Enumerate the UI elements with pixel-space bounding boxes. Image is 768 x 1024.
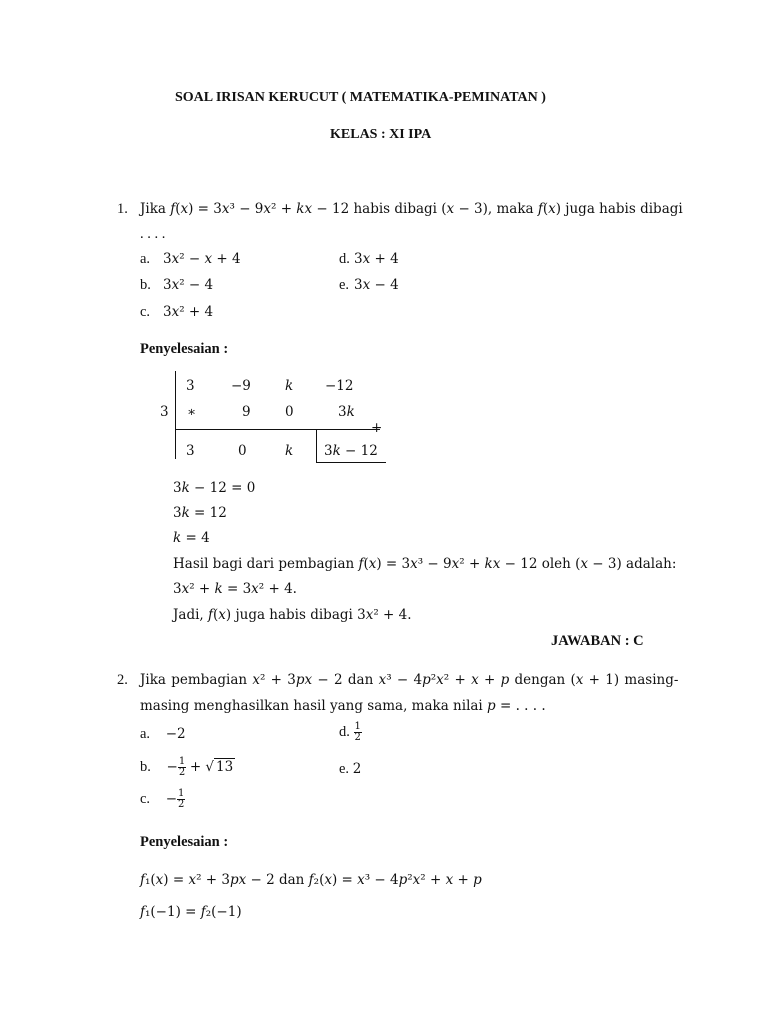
q1-step-3: 𝑘 = 4 — [173, 530, 210, 546]
q1-step-1: 3𝑘 − 12 = 0 — [173, 480, 256, 496]
q2-question-line1: Jika pembagian 𝑥² + 3𝑝𝑥 − 2 dan 𝑥³ − 4𝑝²𝑥² + 𝑥 + 𝑝 dengan (𝑥 + 1) masing- — [140, 672, 679, 688]
q1-option-a-label: a. — [140, 251, 151, 267]
q2-option-a — [140, 726, 186, 743]
horner-r1-c4: −12 — [325, 378, 354, 394]
q1-step-4: Hasil bagi dari pembagian 𝑓(𝑥) = 3𝑥³ − 9𝑥² + 𝑘𝑥 − 12 oleh (𝑥 − 3) adalah: — [173, 556, 677, 572]
horner-r2-c1: ∗ — [187, 404, 197, 420]
q1-option-c-label: c. — [140, 304, 151, 320]
q1-option-d-text: 3𝑥 + 4 — [354, 251, 399, 267]
q1-question-line2: . . . . — [140, 226, 166, 242]
q2-option-c: c. − $\frac{1}{2}$ — [140, 788, 185, 810]
q2-option-c-label: c. — [140, 790, 151, 807]
class-label: KELAS : XI IPA — [330, 127, 432, 142]
horner-r2-c3: 0 — [285, 404, 294, 420]
horner-divisor: 3 — [160, 404, 169, 420]
q2-option-d — [339, 722, 362, 743]
horner-r3-c3: 𝑘 — [285, 443, 294, 459]
horner-remainder-underline — [316, 462, 386, 463]
q2-option-e-text: 2 — [352, 761, 362, 777]
q2-step-1: 𝑓₁(𝑥) = 𝑥² + 3𝑝𝑥 − 2 dan 𝑓₂(𝑥) = 𝑥³ − 4𝑝²𝑥² + 𝑥 + 𝑝 — [140, 872, 482, 888]
q1-option-d-label: d. — [339, 251, 350, 267]
q1-number: 1. — [117, 201, 128, 217]
horner-r2-c2: 9 — [242, 404, 251, 420]
q2-option-d-fraction: $\frac{1}{2}$ — [354, 721, 361, 743]
horner-horizontal-line — [175, 429, 380, 430]
q2-question-line2: masing menghasilkan hasil yang sama, maka nilai 𝑝 = . . . . — [140, 698, 546, 714]
q2-option-b: b. − $\frac{1}{2}$ + √ 13 — [140, 756, 234, 778]
horner-r1-c2: −9 — [231, 378, 251, 394]
horner-r3-c4: 3𝑘 − 12 — [324, 443, 378, 459]
q2-step-2: 𝑓₁(−1) = 𝑓₂(−1) — [140, 904, 242, 920]
q1-solution-heading: Penyelesaian : — [140, 341, 229, 357]
horner-r1-c3: 𝑘 — [285, 378, 294, 394]
horner-r2-c4: 3𝑘 — [338, 404, 355, 420]
horner-vertical-line — [175, 371, 176, 459]
q2-option-b-label: b. — [140, 758, 151, 775]
q1-step-6: Jadi, 𝑓(𝑥) juga habis dibagi 3𝑥² + 4. — [173, 607, 412, 623]
horner-r1-c1: 3 — [186, 378, 195, 394]
horner-r3-c1: 3 — [186, 443, 195, 459]
q2-option-a-text: −2 — [165, 726, 186, 742]
q2-option-b-fraction: $\frac{1}{2}$ — [178, 756, 186, 778]
q2-solution-heading: Penyelesaian : — [140, 834, 229, 850]
q1-option-c-text: 3𝑥² + 4 — [163, 304, 214, 320]
q1-step-2: 3𝑘 = 12 — [173, 505, 227, 521]
q1-option-a-text: 3𝑥² − 𝑥 + 4 — [163, 251, 241, 267]
q2-option-a-label: a. — [140, 726, 151, 742]
q1-option-e-label: e. — [339, 277, 350, 293]
q2-option-d-label: d. — [339, 723, 350, 740]
horner-remainder-line — [316, 430, 317, 463]
q1-option-b-label: b. — [140, 277, 151, 293]
horner-plus: + — [371, 420, 383, 436]
horner-r3-c2: 0 — [238, 443, 247, 459]
q1-option-e-text: 3𝑥 − 4 — [354, 277, 399, 293]
q2-option-c-fraction: $\frac{1}{2}$ — [178, 788, 185, 810]
q2-option-e — [339, 761, 361, 778]
q1-step-5: 3𝑥² + 𝑘 = 3𝑥² + 4. — [173, 581, 297, 597]
q2-option-e-label: e. — [339, 761, 350, 777]
q1-question-line1: Jika 𝑓(𝑥) = 3𝑥³ − 9𝑥² + 𝑘𝑥 − 12 habis dibagi (𝑥 − 3), maka 𝑓(𝑥) juga habis dibagi — [140, 201, 683, 217]
q2-number: 2. — [117, 672, 128, 688]
q1-answer: JAWABAN : C — [551, 633, 644, 649]
page-title: SOAL IRISAN KERUCUT ( MATEMATIKA-PEMINATAN ) — [175, 90, 546, 105]
q1-option-b-text: 3𝑥² − 4 — [163, 277, 214, 293]
